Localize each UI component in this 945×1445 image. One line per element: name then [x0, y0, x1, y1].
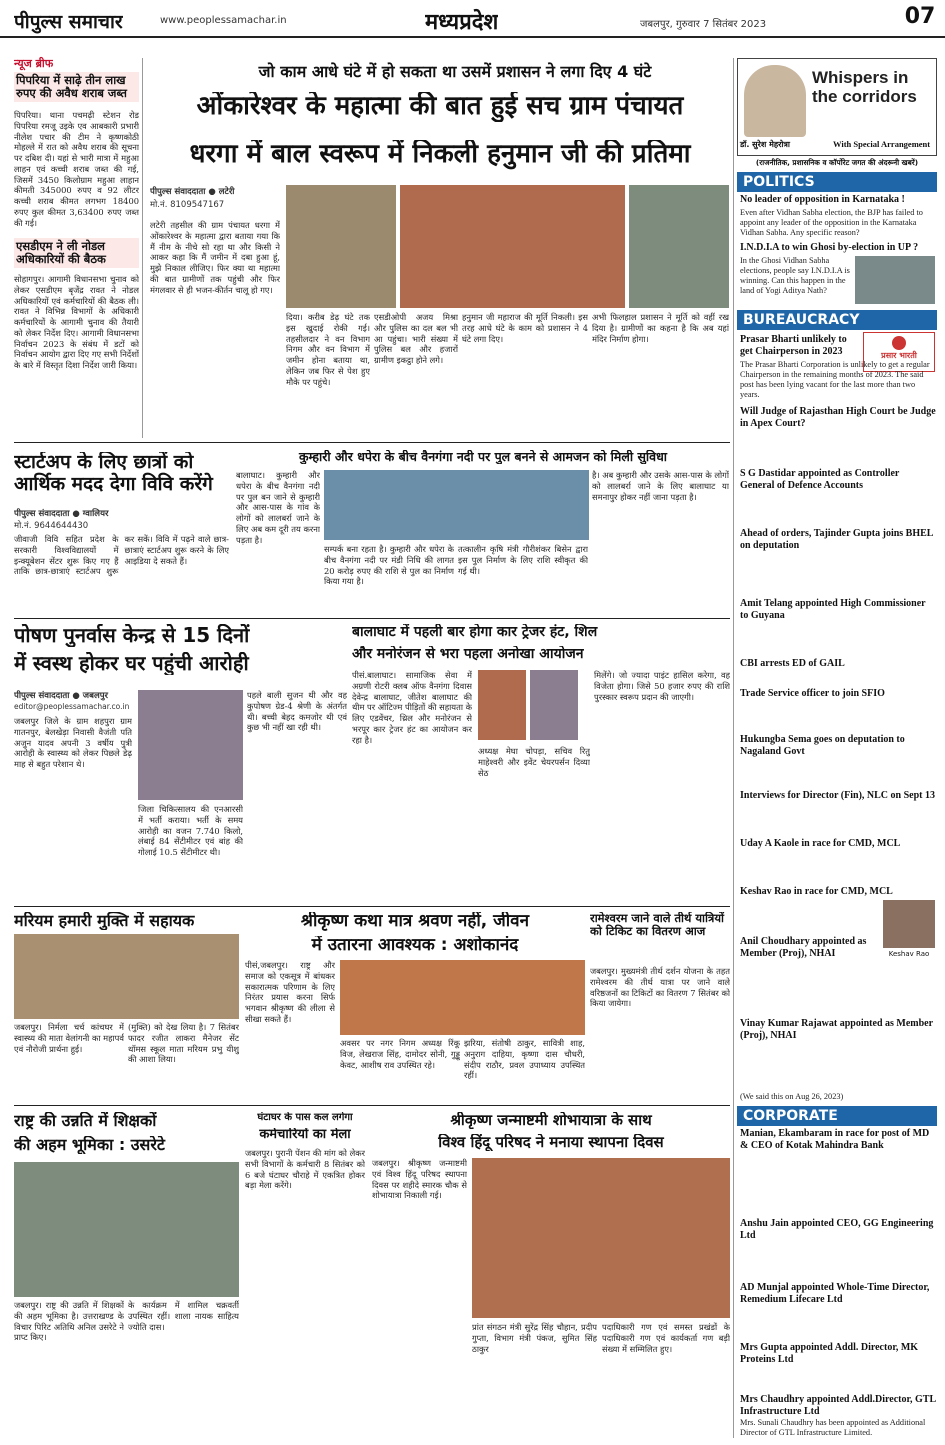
rashtra-body-1: जबलपुर। राष्ट्र की उन्नति में शिक्षकों की अहम भूमिका है। उत्तराखण्ड के विचार पिरिट अतिथि अनिल उसरेटे ने प्राप्ट किए।: [14, 1300, 124, 1343]
poshan-headline-1: पोषण पुनर्वास केन्द्र से 15 दिनों: [14, 624, 250, 647]
treasure-headline-1: बालाघाट में पहली बार होगा कार ट्रेजर हंट, शिल: [352, 624, 598, 640]
keshav-rao-photo: [883, 900, 935, 948]
whispers-sidebar: [737, 58, 937, 1438]
lead-headline-1: ओंकारेश्वर के महात्मा की बात हुई सच ग्राम पंचायत: [196, 92, 684, 121]
brief-headline-2: एसडीएम ने ली नोडल अधिकारियों की बैठक: [14, 238, 139, 268]
bureaucracy-item-7-headline: Trade Service officer to join SFIO: [740, 688, 885, 699]
lead-body-3: एसडीओपी अजय मिश्रा और पुलिस का दल बल भी आ पहुंचा। भारी संख्या में पुलिस बल और हजारों ग्रामीण इकट्ठा होने लगे।: [374, 312, 458, 366]
politics-heading: POLITICS: [737, 172, 937, 192]
bureaucracy-item-8-headline: Hukungba Sema goes on deputation to Nagaland Govt: [740, 734, 905, 757]
treasure-caption: अध्यक्ष मेघा चोपड़ा, सचिव रितु माहेश्वरी और इवेंट चेयरपर्सन दिव्या सेठ: [478, 746, 590, 778]
bureaucracy-item-3-headline: S G Dastidar appointed as Controller General of Defence Accounts: [740, 468, 900, 491]
corporate-heading: CORPORATE: [737, 1106, 937, 1126]
karmachari-headline-1: घंटाघर के पास कल लगेगा: [257, 1112, 353, 1123]
politics-item-1-body: Even after Vidhan Sabha election, the BJP has failed to appoint any leader of the opposition in the Karnataka Vidhan Sabha. Any specific reason?: [740, 208, 923, 237]
whispers-tagline: (राजनीतिक, प्रशासनिक व कॉर्पोरेट जगत की अंदरूनी खबरें): [755, 158, 919, 167]
dateline: जबलपुर, गुरुवार 7 सितंबर 2023: [640, 19, 767, 30]
treasure-body-1: पीसं.बालाघाट। सामाजिक सेवा में अग्रणी रोटरी क्लब ऑफ वैनगंगा दिवास देवेन्द्र बालाघाट, जीतेश बालाघाट की थीम पर ऑटिज्म पीड़ितों की सहायता के लिए एडवेंचर, थ्रिल और मनोरंजन से भरपूर कार ट्रेजर हंट का आयोजन कर रहा है।: [352, 670, 472, 745]
politics-item-2-body: In the Ghosi Vidhan Sabha elections, people say I.N.D.I.A is winning. Can this happen in the land of Yogi Aditya Nath?: [740, 256, 850, 295]
mariam-body-1: जबलपुर। निर्मला चर्च कांचघर में स्वास्थ्य की माता वेलांगनी का महापर्व एवं नौरोजी प्रार्थना हुई।: [14, 1022, 124, 1054]
lead-body-4: हनुमान जी महाराज की मूर्ति निकली। इस तरह आधे घंटे के काम को प्रशासन ने 4 घंटे लगा दिए।: [462, 312, 588, 344]
bureaucracy-item-11-headline: Keshav Rao in race for CMD, MCL: [740, 886, 893, 897]
arrangement-note: With Special Arrangement: [833, 139, 931, 149]
rashtra-headline-2: की अहम भूमिका : उसरेटे: [14, 1136, 165, 1154]
lead-mobile: मो.नं. 8109547167: [150, 200, 225, 210]
bureaucracy-item-6-headline: CBI arrests ED of GAIL: [740, 658, 845, 669]
krishna-headline-2: में उतारना आवश्यक : अशोकानंद: [311, 936, 519, 955]
keshav-rao-caption: Keshav Rao: [888, 950, 930, 958]
whispers-title: Whispers in the corridors: [812, 68, 917, 106]
lead-headline-2: धरगा में बाल स्वरूप में निकली हनुमान जी की प्रतिमा: [189, 140, 691, 169]
poshan-body-1: जबलपुर जिले के ग्राम शहपुरा ग्राम गातनपुर, बेलखेड़ा निवासी वैजंती पति अजुन यादव अपनी 3 वर्षीय पुत्री आरोही के स्वास्थ्य को लेकर पिछले डेढ़ माह से बहुत परेशान थे।: [14, 716, 132, 770]
lead-photo-3: [629, 185, 729, 308]
column-divider: [142, 58, 143, 438]
poshan-headline-2: में स्वस्थ होकर घर पहुंची आरोही: [14, 652, 249, 675]
poshan-caption: जिला चिकित्सालय की एनआरसी में भर्ती कराया। भर्ती के समय आरोही का वजन 7.740 किलो, लंबाई 84 सेंटीमीटर एवं बांह की गोलाई 10.5 सेंटीमीटर थी।: [138, 804, 243, 858]
divider: [14, 1105, 730, 1106]
lead-byline: पीपुल्स संवाददाता ● लटेरी: [150, 187, 235, 197]
masthead: पीपुल्स समाचार: [14, 11, 123, 33]
mariam-headline: मरियम हमारी मुक्ति में सहायक: [14, 912, 195, 930]
emblem-icon: [892, 336, 906, 350]
poshan-photo: [138, 690, 243, 800]
lead-kicker: जो काम आधे घंटे में हो सकता था उसमें प्रशासन ने लगा दिए 4 घंटे: [258, 62, 652, 81]
website: www.peoplessamachar.in: [160, 15, 287, 26]
page-number: 07: [904, 4, 936, 29]
corporate-item-5-headline: Mrs Chaudhry appointed Addl.Director, GTL Infrastructure Ltd: [740, 1394, 936, 1417]
section-title: मध्यप्रदेश: [425, 10, 499, 35]
krishna-caption-2: झरिया, संतोषी ठाकुर, सावित्री शाह, अनुराग दाहिया, कृष्णा दास चौधरी, संदीप राठौर, प्रवल उपाध्याय उपस्थित रहीं।: [464, 1038, 585, 1081]
brief-body-1: पिपरिया। थाना पचमढ़ी स्टेशन रोड पिपरिया रमजू उइके एव आबकारी प्रभारी नीलेश पचार की टीम ने कृष्णकोठी मोहल्ले में रात को अवैध शराब की सूचना पर दबिश दी। यहां से भारी मात्रा में महुआ लाहन एवं कच्ची शराब जब्त की गई, जिसमें 3450 किलोग्राम महुआ लाहान कीमती 345000 रुपए व 92 लीटर कच्ची शराब कीमत लगभग 18400 रुपए कुल कीमत 3,63400 रुपए जब्त की गई।: [14, 110, 139, 228]
whispers-banner: [737, 58, 937, 156]
janmashtami-caption-1: प्रांत संगठन मंत्री सुरेंद्र सिंह चौहान, प्रदीप गुप्ता, विभाग मंत्री पंकज, सुमित सिंह ठाकुर: [472, 1322, 597, 1354]
janmashtami-photo: [472, 1158, 730, 1318]
bureaucracy-item-12-headline: Anil Choudhary appointed as Member (Proj), NHAI: [740, 936, 867, 959]
janmashtami-headline-1: श्रीकृष्ण जन्माष्टमी शोभायात्रा के साथ: [450, 1112, 652, 1129]
bureaucracy-item-5-headline: Amit Telang appointed High Commissioner to Guyana: [740, 598, 926, 621]
mariam-body-2: (मुक्ति) को देख लिया है। 7 सितंबर फादर रजीत लाकरा मैनेजर सेंट थॉमस स्कूल माता मरियम प्रभु यीशु की आशा लिया।: [128, 1022, 239, 1065]
treasure-body-2: मिलेंगे। जो ज्यादा पाइंट हासिल करेगा, वह विजेता होगा। जिसे 50 हजार रुपए की राशि पुरस्कार स्वरूप प्रदान की जाएगी।: [594, 670, 730, 702]
bureaucracy-item-1-headline: Prasar Bharti unlikely to get Chairperson in 2023: [740, 334, 847, 357]
bridge-body-3: तत्कालीन कृषि मंत्री गौरीशंकर बिसेन द्वारा इस पुल निर्माण के लिए राशि स्वीकृत की गई थी।: [458, 544, 588, 576]
poshan-email: editor@peoplessamachar.co.in: [14, 702, 130, 711]
startup-body: जीवाजी विवि सहित प्रदेश के सरकारी विश्वविद्यालयों में इन्क्यूबेशन सेंटर शुरू किए गए हैं ताकि छात्र-छात्राएं स्टार्टअप शुरू कर सकें। विवि में पढ़ने वाले छात्र-छात्राएं स्टार्टअप शुरू करने के लिए आइडिया दे सकते हैं।: [14, 534, 229, 577]
corporate-item-5-body: Mrs. Sunali Chaudhry has been appointed as Additional Director of GTL Infrastructure Limited.: [740, 1418, 926, 1437]
bridge-headline: कुम्हारी और धपेरा के बीच वैनगंगा नदी पर पुल बनने से आमजन को मिली सुविधा: [298, 450, 668, 464]
brief-body-2: सोहागपुर। आगामी विधानसभा चुनाव को लेकर एसडीएम बृजेंद्र रावत ने नोडल अधिकारियों एवं कर्मचारियों की बैठक ली। रावत ने विभिन्न विभागों के अधिकारी कर्मचारियों के आगामी चुनाव की तैयारी को लेकर निर्देश दिए। आगामी विधानसभा निर्वाचन 2023 के संबंध में डटों को निर्वाचन आयोग द्वारा दिए गए सभी निर्देशों के बारे में विस्तृत दिशा निर्देश जारी किया।: [14, 274, 139, 371]
krishna-body: पीसं,जबलपुर। राष्ट्र और समाज को एकसूत्र में बांधकर सकारात्मक परिणाम के लिए निरंतर प्रयास करना सिर्फ भगवान श्रीकृष्ण की लीला से सीखा सकते हैं।: [245, 960, 335, 1024]
rameshwaram-body: जबलपुर। मुख्यमंत्री तीर्थ दर्शन योजना के तहत रामेश्वरम की तीर्थ यात्रा पर जाने वाले वरिष्ठजनों का टिकिटों का वितरण 7 सितंबर को किया जायेगा।: [590, 966, 730, 1009]
divider: [14, 442, 730, 443]
bureaucracy-item-10-headline: Uday A Kaole in race for CMD, MCL: [740, 838, 901, 849]
poshan-byline: पीपुल्स संवाददाता ● जबलपुर: [14, 691, 109, 701]
bureaucracy-item-13-headline: Vinay Kumar Rajawat appointed as Member (Proj), NHAI: [740, 1018, 933, 1041]
lead-photo-2: [400, 185, 625, 308]
corporate-item-1-headline: Manian, Ekambaram in race for post of MD & CEO of Kotak Mahindra Bank: [740, 1128, 930, 1151]
rashtra-headline-1: राष्ट्र की उन्नति में शिक्षकों: [14, 1112, 157, 1130]
politics-item-2-headline: I.N.D.I.A to win Ghosi by-election in UP ?: [740, 242, 919, 253]
bureaucracy-item-9-headline: Interviews for Director (Fin), NLC on Sept 13: [740, 790, 935, 801]
bureaucracy-note: (We said this on Aug 26, 2023): [740, 1092, 844, 1101]
bureaucracy-heading: BUREAUCRACY: [737, 310, 937, 330]
karmachari-body: जबलपुर। पुरानी पेंशन की मांग को लेकर सभी विभागों के कर्मचारी 8 सितंबर को 6 बजे घंटाघर चौराहे में एकत्रित होकर बड़ा मेला करेंगे।: [245, 1148, 365, 1191]
startup-byline: पीपुल्स संवाददाता ● ग्वालियर: [14, 509, 109, 519]
krishna-caption-1: अवसर पर नगर निगम अध्यक्ष रिंकू विज, लेखराज सिंह, दामोदर सोनी, गुड्डू केवट, आशीष राव उपस्थित रहे।: [340, 1038, 460, 1070]
bridge-body-2: सम्पर्क बना रहता है। कुम्हारी और धपेरा के बीच वैनगंगा नदी पर मंडी निधि की लागत 20 करोड़ रुपए की राशि से पुल का निर्माण किया गया है।: [324, 544, 454, 587]
startup-headline: स्टार्टअप के लिए छात्रों को आर्थिक मदद देगा विवि करेंगे: [14, 452, 213, 495]
corporate-item-3-headline: AD Munjal appointed Whole-Time Director, Remedium Lifecare Ltd: [740, 1282, 930, 1305]
krishna-headline-1: श्रीकृष्ण कथा मात्र श्रवण नहीं, जीवन: [300, 912, 530, 931]
columnist-photo: [744, 65, 806, 137]
bridge-photo: [324, 470, 589, 540]
bureaucracy-item-2-headline: Will Judge of Rajasthan High Court be Judge in Apex Court?: [740, 406, 936, 429]
columnist-name: डॉ. सुरेश मेहरोत्रा: [740, 140, 790, 149]
brief-headline-1: पिपरिया में साढ़े तीन लाख रुपए की अवैध शराब जब्त: [14, 72, 139, 102]
bridge-body-4: है। अब कुम्हारी और उसके आस-पास के लोगों को लालबर्रा जाने के लिए बालाघाट या समनापुर होकर नहीं जाना पड़ता है।: [592, 470, 729, 502]
rashtra-photo: [14, 1162, 239, 1297]
treasure-headline-2: और मनोरंजन से भरा पहला अनोखा आयोजन: [352, 646, 584, 662]
corporate-item-2-headline: Anshu Jain appointed CEO, GG Engineering Ltd: [740, 1218, 934, 1241]
lead-photo-1: [286, 185, 396, 308]
mariam-photo: [14, 934, 239, 1019]
treasure-photo-2: [530, 670, 578, 740]
treasure-photo-1: [478, 670, 526, 740]
startup-mobile: मो.नं. 9644644430: [14, 521, 89, 531]
janmashtami-headline-2: विश्व हिंदू परिषद ने मनाया स्थापना दिवस: [438, 1134, 664, 1151]
lead-body-2: दिया। करीब डेढ़ घंटे तक इस खुदाई रोकी गई। तहसीलदार ने वन विभाग निगम और वन विभाग में जमीन होना बताया था, लेकिन जब फिर से पेश हुए मौके पर पहुंचे।: [286, 312, 370, 387]
poshan-body-2: पहले बाली सुजन थी और वह कुपोषण ग्रेड-4 श्रेणी के अंतर्गत थी। बच्ची बेहद कमजोर थी एवं कुछ भी नहीं खा रही थी।: [247, 690, 347, 733]
janmashtami-body: जबलपुर। श्रीकृष्ण जन्माष्टमी एवं विश्व हिंदू परिषद स्थापना दिवस पर शहीदे स्मारक चौक से शोभायात्रा निकाली गई।: [372, 1158, 467, 1201]
karmachari-headline-2: कर्मचारियों का मेला: [259, 1128, 351, 1142]
divider: [14, 906, 730, 907]
bureaucracy-item-4-headline: Ahead of orders, Tajinder Gupta joins BHEL on deputation: [740, 528, 933, 551]
brief-label: न्यूज ब्रीफ: [14, 57, 54, 70]
bridge-body-1: बालाघाट। कुम्हारी और धपेरा के बीच वैनगंगा नदी पर पुल बन जाने से कुम्हारी और आस-पास के गांव के लोगों को लालबर्रा जाने के लिए अब कम दूरी तय करना पड़ता है।: [236, 470, 320, 545]
rashtra-body-2: के कार्यक्रम में शामिल चक्रवर्ती उपस्थित रहीं। शाला नायक साहित्य ज्योति दास।: [128, 1300, 239, 1332]
krishna-photo: [340, 960, 585, 1035]
bureaucracy-item-1-body: The Prasar Bharti Corporation is unlikely to get a regular Chairperson in the remaining months of 2023. The said post has been lying vacant for the last more than two years.: [740, 360, 930, 399]
politics-photo: [855, 256, 935, 304]
logo-text: प्रसार भारती: [881, 351, 917, 360]
lead-body-5: अभी फिलहाल प्रशासन ने मूर्ति को वहीं रख दिया है। ग्रामीणों का कहना है कि अब यहां मंदिर निर्माण होगा।: [592, 312, 729, 344]
column-divider: [733, 58, 734, 1438]
corporate-item-4-headline: Mrs Gupta appointed Addl. Director, MK Proteins Ltd: [740, 1342, 919, 1365]
rameshwaram-headline: रामेश्वरम जाने वाले तीर्थ यात्रियों को टिकिट का वितरण आज: [590, 912, 725, 939]
divider: [14, 618, 730, 619]
politics-item-1-headline: No leader of opposition in Karnataka !: [740, 194, 905, 205]
lead-body-1: लटेरी तहसील की ग्राम पंचायत धरगा में ओंकारेश्वर के महात्मा द्वारा बताया गया कि मैं नीम के नीचे सो रहा था और किसी ने आकर कहा कि मैं जमीन में दबा हुआ हूं, मुझे निकाल लीजिए। फिर क्या था महात्मा की बात ग्रामीणों तक पहुंची और फिर मंगलवार से ही भजन-कीर्तन चालू हो गए।: [150, 220, 280, 295]
janmashtami-caption-2: पदाधिकारी गण एवं समस्त प्रखंडों के पदाधिकारी गण एवं कार्यकर्ता गण बड़ी संख्या में सम्मिलित हुए।: [602, 1322, 730, 1354]
